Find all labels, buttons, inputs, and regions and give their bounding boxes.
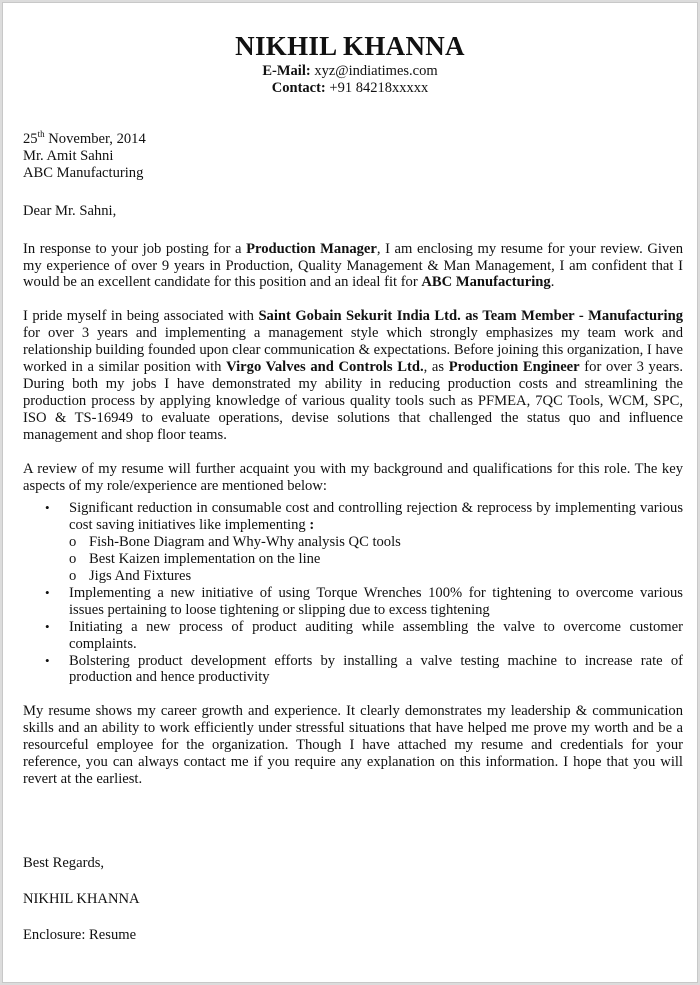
- contact-line: [3, 80, 697, 97]
- bullet-icon: •: [45, 500, 50, 516]
- date-suffix: th: [37, 129, 45, 140]
- date-day: 25: [23, 131, 38, 147]
- paragraph-4: My resume shows my career growth and experience. It clearly demonstrates my leadership & communication skills and an ability to work efficiently under stressful situations that have helped me prove my worth and be a resourceful employee for the organization. Though I have attached my resume and credentials for your reference, you can always contact me if you require any explanation on this information. I hope that you will revert at the earliest.: [23, 703, 683, 787]
- paragraph-3: A review of my resume will further acquaint you with my background and qualifications for this role. The key aspects of my role/experience are mentioned below:: [23, 460, 683, 494]
- bullet-icon: •: [45, 584, 50, 600]
- circle-bullet-icon: o: [69, 534, 77, 551]
- sub-list-item: o Fish-Bone Diagram and Why-Why analysis QC tools: [69, 534, 401, 551]
- recipient-company: ABC Manufacturing: [23, 164, 144, 181]
- salutation: Dear Mr. Sahni,: [23, 202, 117, 219]
- contact-value: +91 84218xxxxx: [325, 80, 429, 96]
- signature-name: NIKHIL KHANNA: [23, 891, 140, 907]
- list-item: • Bolstering product development efforts by installing a valve testing machine to increase rate of production and hence productivity: [45, 652, 683, 686]
- bullet-icon: •: [45, 618, 50, 634]
- list-item: • Significant reduction in consumable cost and controlling rejection & reprocess by implementing various cost saving initiatives like implementing : o Fish-Bone Diagram and Why-Why analysis QC tools o Best Kaizen implementation on the line o Jigs And Fixtures: [45, 500, 683, 585]
- list-item: • Implementing a new initiative of using Torque Wrenches 100% for tightening to overcome various issues pertaining to loose tightening or slipping due to excess tightening: [45, 584, 683, 618]
- letter-date: [23, 131, 683, 148]
- letter-header: [3, 30, 697, 97]
- recipient-name: Mr. Amit Sahni: [23, 147, 114, 164]
- letter-body: [23, 131, 683, 788]
- circle-bullet-icon: o: [69, 568, 77, 585]
- bullet-icon: •: [45, 652, 50, 668]
- list-item: • Initiating a new process of product auditing while assembling the valve to overcome customer complaints.: [45, 618, 683, 652]
- sender-name: NIKHIL KHANNA: [235, 31, 465, 61]
- paragraph-2: I pride myself in being associated with Saint Gobain Sekurit India Ltd. as Team Member - Manufacturing for over 3 years and implementing a management style which strongly emphasizes my team work and relationship building founded upon clear communication & expectations. Before joining this organization, I have worked in a similar position with Virgo Valves and Controls Ltd., as Production Engineer for over 3 years. During both my jobs I have demonstrated my ability in reducing production costs and streamlining the production process by applying knowledge of various quality tools such as PFMEA, 7QC Tools, WCM, SPC, ISO & TS-16949 to evaluate operations, devise solutions that challenged the status quo and influence management and shop floor teams.: [23, 308, 684, 443]
- email-line: [3, 63, 697, 80]
- contact-label: Contact:: [271, 80, 326, 96]
- sub-list-item: o Jigs And Fixtures: [69, 568, 192, 585]
- letter-page: [2, 2, 698, 983]
- regards: Best Regards,: [23, 855, 105, 871]
- letter-closing: [23, 855, 140, 963]
- email-value: xyz@indiatimes.com: [310, 63, 438, 79]
- email-label: E-Mail:: [262, 63, 311, 79]
- sub-list-item: o Best Kaizen implementation on the line: [69, 551, 321, 568]
- key-aspects-list: [23, 500, 683, 686]
- date-rest: November, 2014: [44, 131, 146, 147]
- sub-list: [69, 534, 683, 585]
- enclosure: Enclosure: Resume: [23, 927, 137, 943]
- circle-bullet-icon: o: [69, 551, 77, 568]
- paragraph-1: In response to your job posting for a Production Manager, I am enclosing my resume for your review. Given my experience of over 9 years in Production, Quality Management & Man Management, I am confident that I would be an excellent candidate for this position and an ideal fit for ABC Manufacturing.: [23, 240, 683, 291]
